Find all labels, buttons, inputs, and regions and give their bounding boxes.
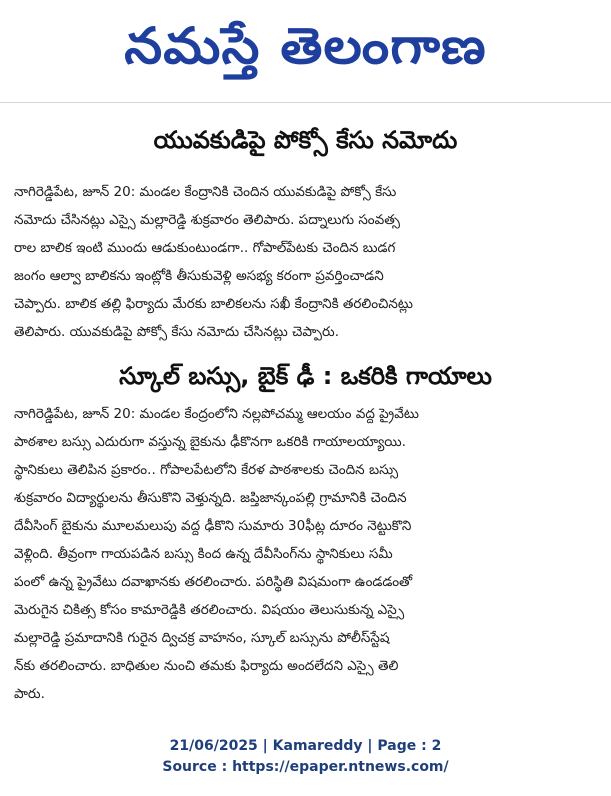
newspaper-logo: నమస్తే తెలంగాణ <box>124 17 487 75</box>
masthead <box>0 0 611 105</box>
article2-line: మల్లారెడ్డి ప్రమాదానికి గురైన ద్విచక్ర వాహనం, స్కూల్ బస్సును పోలీస్‌స్టేష <box>14 630 390 646</box>
article2-line: పారు. <box>14 686 45 702</box>
article1-line: రాల బాలిక ఇంటి ముందు ఆడుకుంటుండగా.. గోపాల్‌పేటకు చెందిన బుడగ <box>14 240 396 256</box>
article1-line: చెప్పారు. బాలిక తల్లి ఫిర్యాదు మేరకు బాలికలను సఖీ కేంద్రానికి తరలించినట్లు <box>14 296 413 312</box>
article1-line: తెలిపారు. యువకుడిపై పోక్సో కేసు నమోదు చేసినట్లు చెప్పారు. <box>14 324 339 340</box>
article2-line: పాఠశాల బస్సు ఎదురుగా వస్తున్న బైకును ఢీకొనగా ఒకరికి గాయాలయ్యాయి. <box>14 434 406 450</box>
article2-line: న్‌కు తరలించారు. బాధితుల నుంచి తమకు ఫిర్యాదు అందలేదని ఎస్సై తెలి <box>14 658 399 674</box>
article1-line: జంగం ఆల్వా బాలికను ఇంట్లోకి తీసుకువెళ్లి అసభ్య కరంగా ప్రవర్తించాడని <box>14 268 384 284</box>
article2-line: శుక్రవారం విద్యార్థులను తీసుకొని వెళ్తున్నది. జప్తిజాన్కంపల్లి గ్రామానికి చెందిన <box>14 490 407 506</box>
article2-body <box>14 400 584 708</box>
masthead-divider <box>0 102 611 103</box>
article1-line: నాగిరెడ్డిపేట, జూన్ 20: మండల కేంద్రానికి చెందిన యువకుడిపై పోక్సో కేసు <box>14 184 397 200</box>
article1-line: నమోదు చేసినట్లు ఎస్సై మల్లారెడ్డి శుక్రవారం తెలిపారు. పద్నాలుగు సంవత్స <box>14 212 400 228</box>
article2-line: వెళ్లింది. తీవ్రంగా గాయపడిన బస్సు కింద ఉన్న దేవీసింగ్‌ను స్థానికులు సమీ <box>14 546 393 562</box>
article1-headline: యువకుడిపై పోక్సో కేసు నమోదు <box>153 126 458 154</box>
article2-headline: స్కూల్ బస్సు, బైక్ ఢీ : ఒకరికి గాయాలు <box>119 362 492 390</box>
article2-line: స్థానికులు తెలిపిన ప్రకారం.. గోపాలపేటలోని కేరళ పాఠశాలకు చెందిన బస్సు <box>14 462 399 478</box>
article2-line: దేవీసింగ్ బైకును మూలమలుపు వద్ద ఢీకొని సుమారు 30ఫీట్ల దూరం నెట్టుకొని <box>14 518 412 534</box>
article2-line: పంలో ఉన్న ప్రైవేటు దవాఖానకు తరలించారు. పరిస్థితి విషమంగా ఉండడంతో <box>14 574 413 590</box>
article2-line: మెరుగైన చికిత్స కోసం కామారెడ్డికి తరలించారు. విషయం తెలుసుకున్న ఎస్సై <box>14 602 405 618</box>
article1-body <box>14 178 584 346</box>
article2-line: నాగిరెడ్డిపేట, జూన్ 20: మండల కేంద్రంలోని నల్లపోచమ్మ ఆలయం వద్ద ప్రైవేటు <box>14 406 419 422</box>
edition-info: 21/06/2025 | Kamareddy | Page : 2 <box>169 738 442 754</box>
source-link[interactable]: Source : https://epaper.ntnews.com/ <box>162 759 449 775</box>
